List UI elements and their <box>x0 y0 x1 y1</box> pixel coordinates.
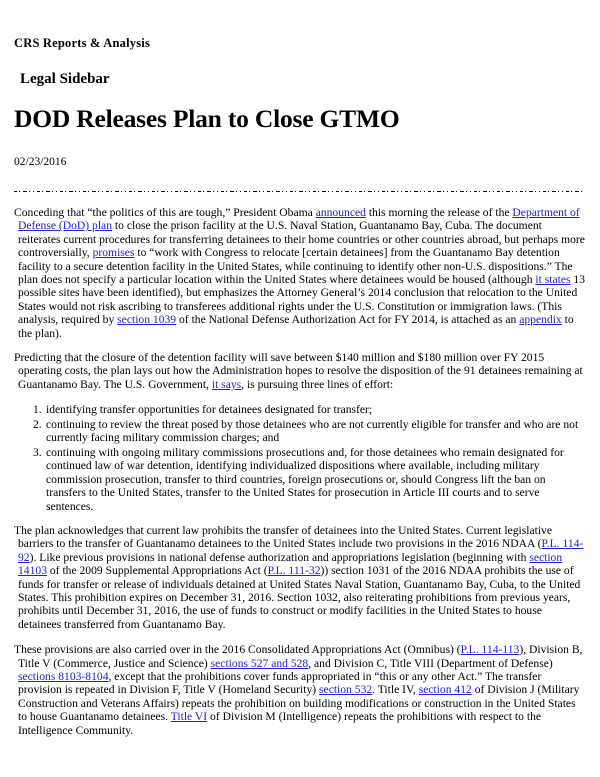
text-run: , is pursuing three lines of effort: <box>241 377 394 391</box>
list-item-text: identifying transfer opportunities for detainees designated for transfer; <box>46 402 373 416</box>
link-section-1039[interactable]: section 1039 <box>117 313 177 327</box>
text-run: to close the prison facility at the U.S. Naval Station, Guantanamo Bay, Cuba. The document reiterates current procedures for transferring detainees to their home countries or other countries abroad, but perhaps more controversially, <box>18 219 585 260</box>
text-run: of the 2009 Supplemental Appropriations Act ( <box>46 564 268 578</box>
text-run: Predicting that the closure of the detention facility will save between $140 million and $180 million over FY 2015 operating costs, the plan lays out how the Administration hopes to resolve the disposition of the 91 detainees remaining at Guantanamo Bay. The U.S. Government, <box>14 351 583 391</box>
text-run: . Title IV, <box>372 683 419 697</box>
paragraph-3 <box>14 513 586 631</box>
publication-date: 02/23/2016 <box>14 156 67 169</box>
text-run: , except that the prohibitions cover funds appropriated in “this or any other Act.” The transfer provision is repeated in Division F, Title V (Homeland Security) <box>18 670 542 697</box>
link-title-vi[interactable]: Title VI <box>170 710 208 724</box>
link-it-states[interactable]: it states <box>535 272 571 286</box>
link-section-412[interactable]: section 412 <box>418 683 472 697</box>
link-announced[interactable]: announced <box>315 205 366 219</box>
lines-of-effort-list <box>14 391 586 513</box>
text-run: ). Like previous provisions in national defense authorization and appropriations legislation (beginning with <box>29 550 530 564</box>
link-pl-114-92[interactable]: P.L. 114-92 <box>18 537 584 564</box>
link-pl-114-113[interactable]: P.L. 114-113 <box>460 643 520 657</box>
link-section-532[interactable]: section 532 <box>319 683 373 697</box>
link-dod-plan[interactable]: Department of Defense (DoD) plan <box>18 205 580 233</box>
text-run: of the National Defense Authorization Act for FY 2014, is attached as an <box>176 313 520 327</box>
list-item <box>14 416 586 444</box>
link-section-14103[interactable]: section 14103 <box>18 550 563 578</box>
text-run: of Division J (Military Construction and Veterans Affairs) repeats the prohibition on building modifications or construction in the United States to house Guantanamo detainees. <box>18 683 580 724</box>
link-sections-8103-8104[interactable]: sections 8103-8104 <box>18 670 109 684</box>
masthead: CRS Reports & Analysis <box>14 36 151 50</box>
link-promises[interactable]: promises <box>92 246 135 260</box>
text-run: The plan acknowledges that current law prohibits the transfer of detainees into the United States. Current legislative barriers to the transfer of Guantanamo detainees to the United States include two provisions in the 2016 NDAA ( <box>14 523 552 551</box>
text-run: 13 possible sites have been identified), but emphasizes the Attorney General’s 2014 conclusion that relocation to the United States would not risk ascribing to transferees additional rights under the U.S. Constitution or immigration laws. (This analysis, required by <box>18 272 585 327</box>
text-run: These provisions are also carried over in the 2016 Consolidated Appropriations Act (Omnibus) ( <box>14 643 461 657</box>
link-sections-527-528[interactable]: sections 527 and 528 <box>210 656 309 670</box>
paragraph-1 <box>14 192 586 340</box>
text-run: this morning the release of the <box>365 205 513 219</box>
text-run: to the plan). <box>18 313 574 340</box>
list-item <box>14 444 586 513</box>
text-run: Conceding that “the politics of this are tough,” President Obama <box>14 205 316 219</box>
link-it-says[interactable]: it says <box>211 377 242 391</box>
series-label: Legal Sidebar <box>20 70 110 87</box>
paragraph-4 <box>14 631 586 737</box>
list-item-text: continuing to review the threat posed by those detainees who are not currently eligible for transfer and who are not currently facing military commission charges; and <box>46 417 579 445</box>
text-run: )) section 1031 of the 2016 NDAA prohibits the use of funds for transfer or release of individuals detained at United States Naval Station, Guantanamo Bay, Cuba, to the United States. This prohibition expires on December 31, 2016. Section 1032, also reiterating prohibitions from previous years, prohibits until December 31, 2016, the use of funds to construct or modify facilities in the United States to house detainees transferred from Guantanamo Bay. <box>18 564 581 631</box>
document-body <box>14 192 586 737</box>
list-item-text: continuing with ongoing military commissions prosecutions and, for those detainees who remain designated for continued law of war detention, identifying individualized dispositions where available, including military commission prosecution, transfer to third countries, foreign prosecutions or, should Congress lift the ban on transfers to the United States, transfer to the United States for prosecution in Article III courts and to serve sentences. <box>46 445 564 513</box>
text-run: ), Division B, Title V (Commerce, Justice and Science) <box>18 643 583 670</box>
text-run: of Division M (Intelligence) repeats the prohibitions with respect to the Intelligence Community. <box>18 710 542 737</box>
text-run: to “work with Congress to relocate [certain detainees] from the Guantanamo Bay detention facility to a secure detention facility in the United States, while continuing to identify other non-U.S. dispositions.” The plan does not specify a particular location within the United States where detainees would be housed (although <box>18 246 573 286</box>
list-item <box>14 401 586 416</box>
link-pl-111-32[interactable]: P.L. 111-32 <box>267 564 321 578</box>
text-run: , and Division C, Title VIII (Department of Defense) <box>308 656 553 670</box>
paragraph-2 <box>14 340 586 391</box>
link-appendix[interactable]: appendix <box>519 313 562 327</box>
page-title: DOD Releases Plan to Close GTMO <box>14 104 400 134</box>
